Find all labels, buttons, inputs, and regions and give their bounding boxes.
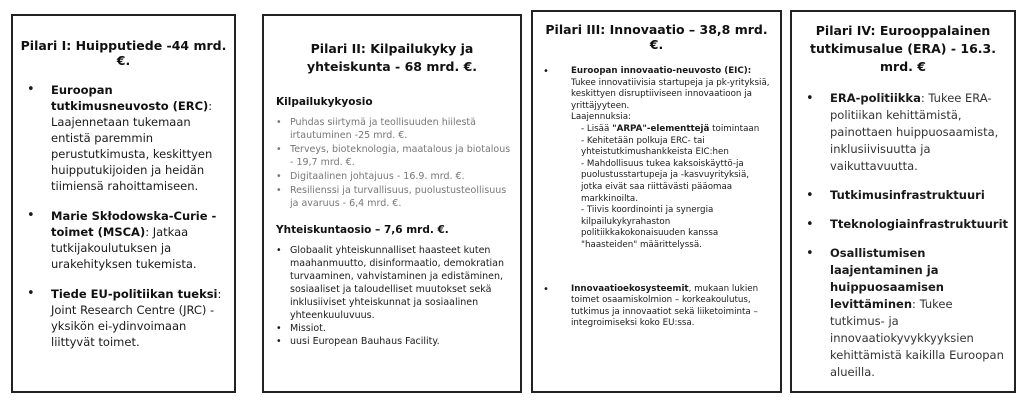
- item-heading: Osallistumisen laajentaminen ja huippuosaamisen levittäminen: [830, 246, 944, 311]
- list-item: • Digitaalinen johtajuus - 16.9. mrd. €.: [276, 170, 512, 183]
- list-item: • Globaalit yhteiskunnalliset haasteet kuten maahanmuutto, disinformaatio, demokratian turvaaminen, vahvistaminen ja edistäminen, sosiaaliset ja taloudelliset muutokset sekä inklusiiviset yhteiskunnat ja sosiaalinen yhteenkuuluvuus.: [276, 244, 512, 322]
- item-heading: Tiede EU-politiikan tueksi: [51, 287, 218, 301]
- list-item: • Resilienssi ja turvallisuus, puolustusteollisuus ja avaruus - 6,4 mrd. €.: [276, 184, 512, 210]
- pillar-3-box: [531, 10, 782, 393]
- ecosystem-section: [541, 284, 772, 330]
- list-item: • Missiot.: [276, 322, 512, 335]
- item-text: : Tukee tutkimus- ja innovaatiokyvykkyyksien kehittämistä kaikilla Euroopan alueilla.: [830, 297, 1004, 379]
- item-heading: Marie Skłodowska-Curie -toimet (MSCA): [51, 209, 217, 239]
- pillar-4-list: [802, 90, 1009, 381]
- list-item: [25, 208, 226, 272]
- item-heading: Tutkimusinfrastruktuuri: [830, 188, 985, 202]
- extensions-list: [571, 124, 772, 252]
- item-text: : Laajennetaan tukemaan entistä paremmin perustutkimusta, keskittyen huipputukijoiden ja heidän tiimiensä rahoittamiseen.: [51, 99, 213, 193]
- competitiveness-list: [276, 116, 512, 210]
- list-item: [802, 216, 1009, 233]
- extension-prefix: - Lisää: [581, 123, 613, 134]
- pillar-1-title: Pilari I: Huipputiede -44 mrd. €.: [20, 38, 227, 68]
- eic-section: [541, 66, 772, 252]
- extension-suffix: toimintaan: [709, 123, 760, 134]
- extension-item: - Kehitetään polkuja ERC- tai yhteistutkimushankkeista EIC:hen: [581, 135, 729, 158]
- extension-item: - Tiivis koordinointi ja synergia kilpailukykyrahaston politiikkakokonaisuuden kanssa "haasteiden" määrittelyssä.: [581, 205, 719, 250]
- extensions-label: Laajennuksia:: [571, 112, 631, 123]
- pillar-1-box: [11, 14, 236, 393]
- list-item: [802, 187, 1006, 204]
- pillar-4-title: Pilari IV: Eurooppalainen tutkimusalue (ERA) - 16.3. mrd. €: [809, 23, 996, 74]
- list-item: [25, 286, 226, 350]
- pillar-4-box: [790, 10, 1016, 393]
- pillar-2-title: Pilari II: Kilpailukyky ja yhteiskunta - 68 mrd. €.: [306, 41, 478, 74]
- item-heading: ERA-politiikka: [830, 91, 921, 105]
- pillar-3-title: Pilari III: Innovaatio – 38,8 mrd. €.: [545, 22, 768, 52]
- pillar-2-box: [262, 14, 522, 393]
- list-item: • Puhdas siirtymä ja teollisuuden hiilestä irtautuminen -25 mrd. €.: [276, 116, 512, 142]
- list-item: • uusi European Bauhaus Facility.: [276, 335, 512, 348]
- list-item: [802, 245, 1006, 381]
- ecosystem-heading: Innovaatioekosysteemit: [571, 283, 689, 294]
- society-list: [276, 244, 512, 348]
- item-text: : Joint Research Centre (JRC) -yksikön ei-ydinvoimaan liittyvät toimet.: [51, 287, 222, 349]
- list-item: • Terveys, bioteknologia, maatalous ja biotalous - 19,7 mrd. €.: [276, 143, 512, 169]
- extension-item: - Mahdollisuus tukea kaksoiskäyttö-ja puolustusstartupeja ja -kasvuyrityksiä, jotka eivät saa riittävästi pääomaa markkinoilta.: [581, 158, 750, 204]
- item-heading: Tteknologiainfrastruktuurit: [830, 217, 1009, 231]
- extension-item: [581, 124, 772, 136]
- extension-bold: "ARPA"-elementtejä: [612, 123, 710, 134]
- competitiveness-heading: Kilpailukykyosio: [276, 96, 373, 108]
- society-heading: Yhteiskuntaosio – 7,6 mrd. €.: [276, 224, 449, 236]
- list-item: [802, 90, 1006, 175]
- pillar-1-list: [25, 82, 226, 350]
- item-text: : Jatkaa tutkijakoulutuksen ja urakehityksen tukemista.: [51, 225, 197, 271]
- eic-description: Tukee innovatiivisia startupeja ja pk-yrityksiä, keskittyen disruptiiviseen innovaatioon ja yrittäjyyteen.: [571, 77, 770, 111]
- ecosystem-text: , mukaan lukien toimet osaamiskolmion – korkeakoulutus, tutkimus ja innovaatiot sekä liiketoiminta – integroimiseksi koko EU:ssa.: [571, 283, 759, 329]
- list-item: [25, 82, 226, 194]
- item-heading: Euroopan tutkimusneuvosto (ERC): [51, 83, 209, 113]
- eic-heading: Euroopan innovaatio-neuvosto (EIC):: [571, 66, 752, 76]
- item-text: : Tukee ERA-politiikan kehittämistä, painottaen huippuosaamista, inklusiivisuutta ja vaikuttavuutta.: [830, 91, 999, 173]
